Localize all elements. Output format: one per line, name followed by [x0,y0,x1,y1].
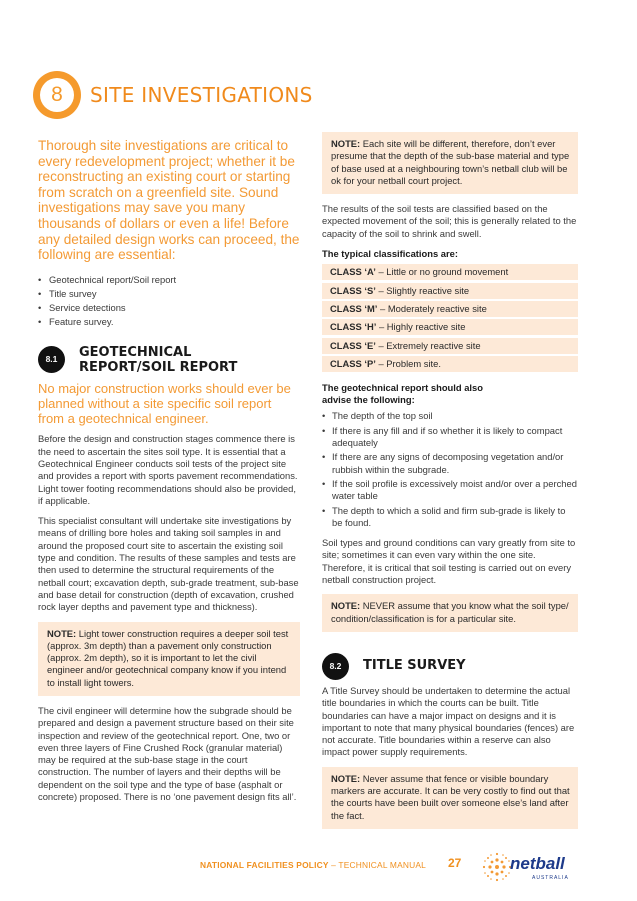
note-text: NEVER assume that you know what the soil type/ condition/classification is for a particular site. [331,600,569,624]
note-text: Light tower construction requires a deeper soil test (approx. 3m depth) than a pavement only construction (approx. 2m depth), so it is important to let the civil engineer and/or geotechnical company know if you intend to install light towers. [47,627,289,688]
footer-title [200,860,426,870]
class-desc: – Moderately reactive site [377,302,487,314]
section-number-badge [33,71,81,119]
list-item: • If there are any signs of decomposing vegetation and/or rubbish within the subgrade. [322,451,578,476]
paragraph: The civil engineer will determine how the subgrade should be prepared and design a pavement structure based on their site inspection and review of the geotechnical report. One, two or even three layers of Fine Crushed Rock (granular material) may be required at the sub-base stage in the court construction. The number of layers and their depths will be dependent on the soil type and the type of base (asphalt or concrete) proposed. There is no ‘one pavement design fits all’. [38,705,297,803]
class-name: CLASS ‘H’ [330,321,377,333]
class-name: CLASS ‘M’ [330,302,378,314]
class-name: CLASS ‘P’ [330,357,376,369]
subsection-title-line: REPORT/SOIL REPORT [79,359,238,375]
subsection-intro: No major construction works should ever be planned without a site specific soil report from a geotechnical engineer. [38,380,291,427]
classification-table [322,264,578,371]
class-desc: – Problem site. [375,357,441,369]
class-desc: – Slightly reactive site [375,284,470,296]
section-header [33,70,313,120]
list-item: • Title survey [38,287,300,301]
table-row [322,356,578,372]
essentials-list [38,273,300,329]
footer-title-rest: – TECHNICAL MANUAL [328,860,426,870]
right-column [322,132,578,838]
subsection-heading-8-2 [322,652,578,680]
intro-text: Thorough site investigations are critical to every redevelopment project; whether it be reconstructing an existing court or starting from scratch on a greenfield site. Sound investigations may save you many thousands of dollars or even a life! Before any detailed design works can proceed, the following are essential: [38,138,300,263]
subsection-number: 8.1 [38,346,65,373]
list-item: • If there is any fill and if so whether it is likely to compact adequately [322,425,578,450]
note-label: NOTE: [331,600,361,612]
list-item: • If the soil profile is excessively moist and/or over a perched water table [322,478,578,503]
logo-wordmark: netball [510,854,565,873]
note-box [38,622,300,696]
class-desc: – Highly reactive site [376,321,466,333]
class-name: CLASS ‘E’ [330,339,376,351]
note-box [322,132,578,194]
paragraph: Before the design and construction stages commence there is the need to ascertain the sites soil type. It is essential that a Geotechnical Engineer conducts soil tests of the project site and provides a report with sports pavement recommendations. Light tower footing recommendations should also be provided, if applicable. [38,433,298,506]
class-desc: – Little or no ground movement [375,266,509,278]
paragraph: The results of the soil tests are classified based on the expected movement of the soil; this is generally related to the capacity of the soil to shrink and swell. [322,203,577,239]
class-desc: – Extremely reactive site [375,339,481,351]
paragraph: Soil types and ground conditions can vary greatly from site to site; sometimes it can even vary within the one site. Therefore, it is critical that soil testing is carried out on every netball construction project. [322,537,576,586]
note-box [322,594,578,632]
footer-title-bold: NATIONAL FACILITIES POLICY [200,860,329,870]
list-item: • The depth of the top soil [322,410,578,422]
advise-label-line: The geotechnical report should also [322,381,483,393]
class-name: CLASS ‘A’ [330,266,376,278]
section-number: 8 [40,78,74,112]
note-label: NOTE: [47,627,77,639]
note-text: Never assume that fence or visible boundary markers are accurate. It can be very costly to find out that the courts have been built over someone else’s land after the fact. [331,772,570,821]
advise-label [322,382,578,407]
classifications-label: The typical classifications are: [322,248,458,260]
note-label: NOTE: [331,772,361,784]
left-column [38,138,300,811]
subsection-heading-8-1 [38,345,300,375]
page-title: SITE INVESTIGATIONS [90,83,313,107]
table-row [322,283,578,299]
netball-burst-icon [480,850,514,884]
page-number: 27 [448,856,462,870]
subsection-title: TITLE SURVEY [363,658,466,674]
list-item: • Feature survey. [38,315,300,329]
paragraph: This specialist consultant will undertake site investigations by means of drilling bore holes and taking soil samples in and around the proposed court site to ascertain the existing soil type and condition. The results of these samples and tests are then used to determine the structural requirements of the netball court; excavation depth, sub-grade treatment, sub-base and base detail for construction (depth of excavation, crushed rock layer depths and pavement type and thickness). [38,515,299,613]
list-item: • The depth to which a solid and firm sub-grade is likely to be found. [322,505,578,530]
table-row [322,338,578,354]
table-row [322,264,578,280]
note-text: Each site will be different, therefore, don’t ever presume that the depth of the sub-base material and type of base used at a neighbouring town’s netball club will be ok for your netball court project. [331,138,570,186]
page-footer [180,848,600,888]
netball-logo [480,848,580,888]
subsection-title-line: GEOTECHNICAL [79,344,192,360]
list-item: • Geotechnical report/Soil report [38,273,300,287]
class-name: CLASS ‘S’ [330,284,376,296]
note-box [322,767,578,829]
list-item: • Service detections [38,301,300,315]
subsection-number: 8.2 [322,653,349,680]
subsection-title [79,345,237,375]
table-row [322,319,578,335]
advise-label-line: advise the following: [322,394,415,406]
note-label: NOTE: [331,138,361,149]
advise-list [322,410,578,529]
table-row [322,301,578,317]
paragraph: A Title Survey should be undertaken to determine the actual title boundaries in which the courts can be built. Title boundaries can have a major impact on designs and it is important to note that many physical boundaries (fences) are not accurate. Title boundaries within a reserve can also impact power supply requirements. [322,684,575,758]
logo-subtitle: AUSTRALIA [532,875,569,881]
